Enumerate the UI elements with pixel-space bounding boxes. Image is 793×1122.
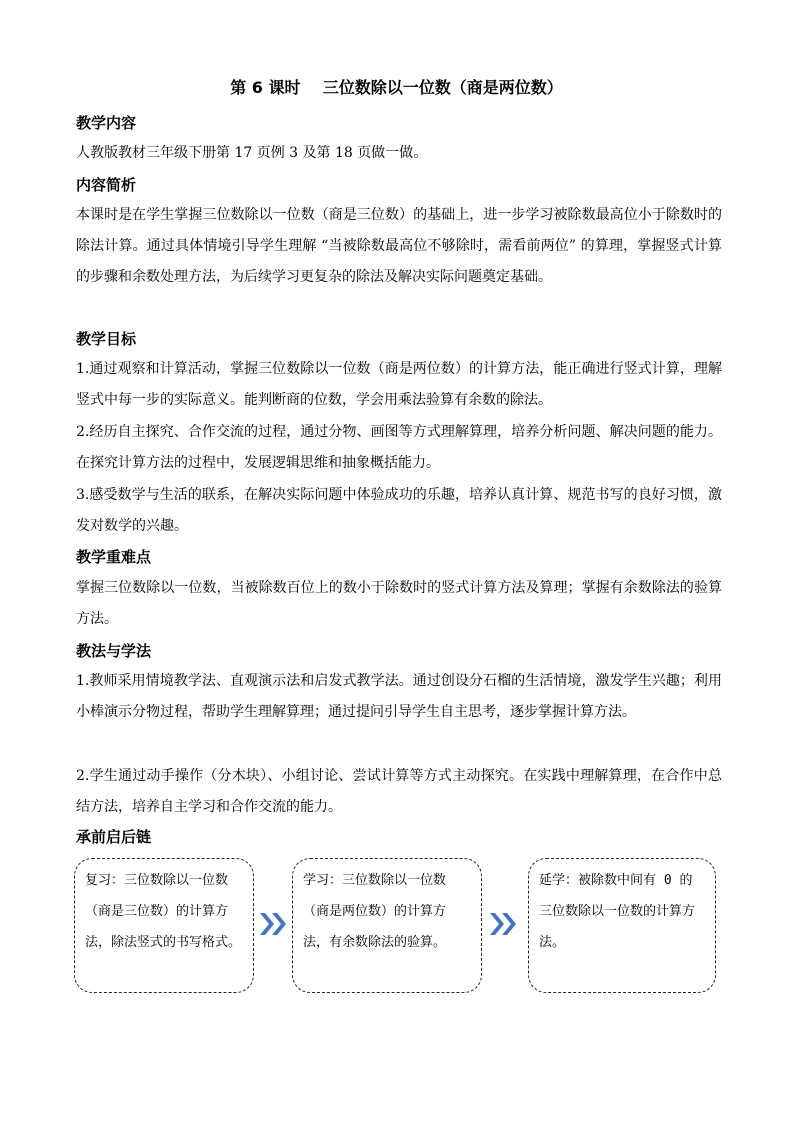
heading-content: 教学内容 [76,114,137,132]
method-item-1: 1.教师采用情境教学法、直观演示法和启发式教学法。通过创设分石榴的生活情境，激发学生兴趣；利用小棒演示分物过程，帮助学生理解算理；通过提问引导学生自主思考，逐步掌握计算方法。 [76,673,722,720]
flow-box-learn: 学习：三位数除以一位数（商是两位数）的计算方法，有余数除法的验算。 [292,858,482,993]
heading-methods: 教法与学法 [76,642,152,660]
flow-box-extend: 延学：被除数中间有 0 的三位数除以一位数的计算方法。 [528,858,716,993]
analysis-text: 本课时是在学生掌握三位数除以一位数（商是三位数）的基础上，进一步学习被除数最高位小于除数时的除法计算。通过具体情境引导学生理解 “当被除数最高位不够除时，需看前两位” 的算理，掌握竖式计算的步骤和余数处理方法，为后续学习更复杂的除法及解决实际问题奠定基础。 [76,207,722,285]
page-title: 第 6 课时 三位数除以一位数（商是两位数） [230,78,563,97]
double-chevron-right-icon [257,910,291,938]
goal-item-2: 2.经历自主探究、合作交流的过程，通过分物、画图等方式理解算理，培养分析问题、解决问题的能力。在探究计算方法的过程中，发展逻辑思维和抽象概括能力。 [76,424,722,471]
goal-item-1: 1.通过观察和计算活动，掌握三位数除以一位数（商是两位数）的计算方法，能正确进行竖式计算，理解竖式中每一步的实际意义。能判断商的位数，学会用乘法验算有余数的除法。 [76,361,722,408]
heading-goals: 教学目标 [76,330,137,348]
key-points-text: 掌握三位数除以一位数，当被除数百位上的数小于除数时的竖式计算方法及算理；掌握有余数除法的验算方法。 [76,580,722,627]
heading-links: 承前启后链 [76,828,152,846]
double-chevron-right-icon [487,910,521,938]
heading-key-points: 教学重难点 [76,548,152,566]
method-item-2: 2.学生通过动手操作（分木块）、小组讨论、尝试计算等方式主动探究。在实践中理解算理，在合作中总结方法，培养自主学习和合作交流的能力。 [76,768,722,815]
flow-box-review: 复习：三位数除以一位数（商是三位数）的计算方法，除法竖式的书写格式。 [74,858,254,993]
content-text: 人教版教材三年级下册第 17 页例 3 及第 18 页做一做。 [76,145,428,161]
goal-item-3: 3.感受数学与生活的联系，在解决实际问题中体验成功的乐趣，培养认真计算、规范书写的良好习惯，激发对数学的兴趣。 [76,487,722,534]
heading-analysis: 内容简析 [76,176,137,194]
